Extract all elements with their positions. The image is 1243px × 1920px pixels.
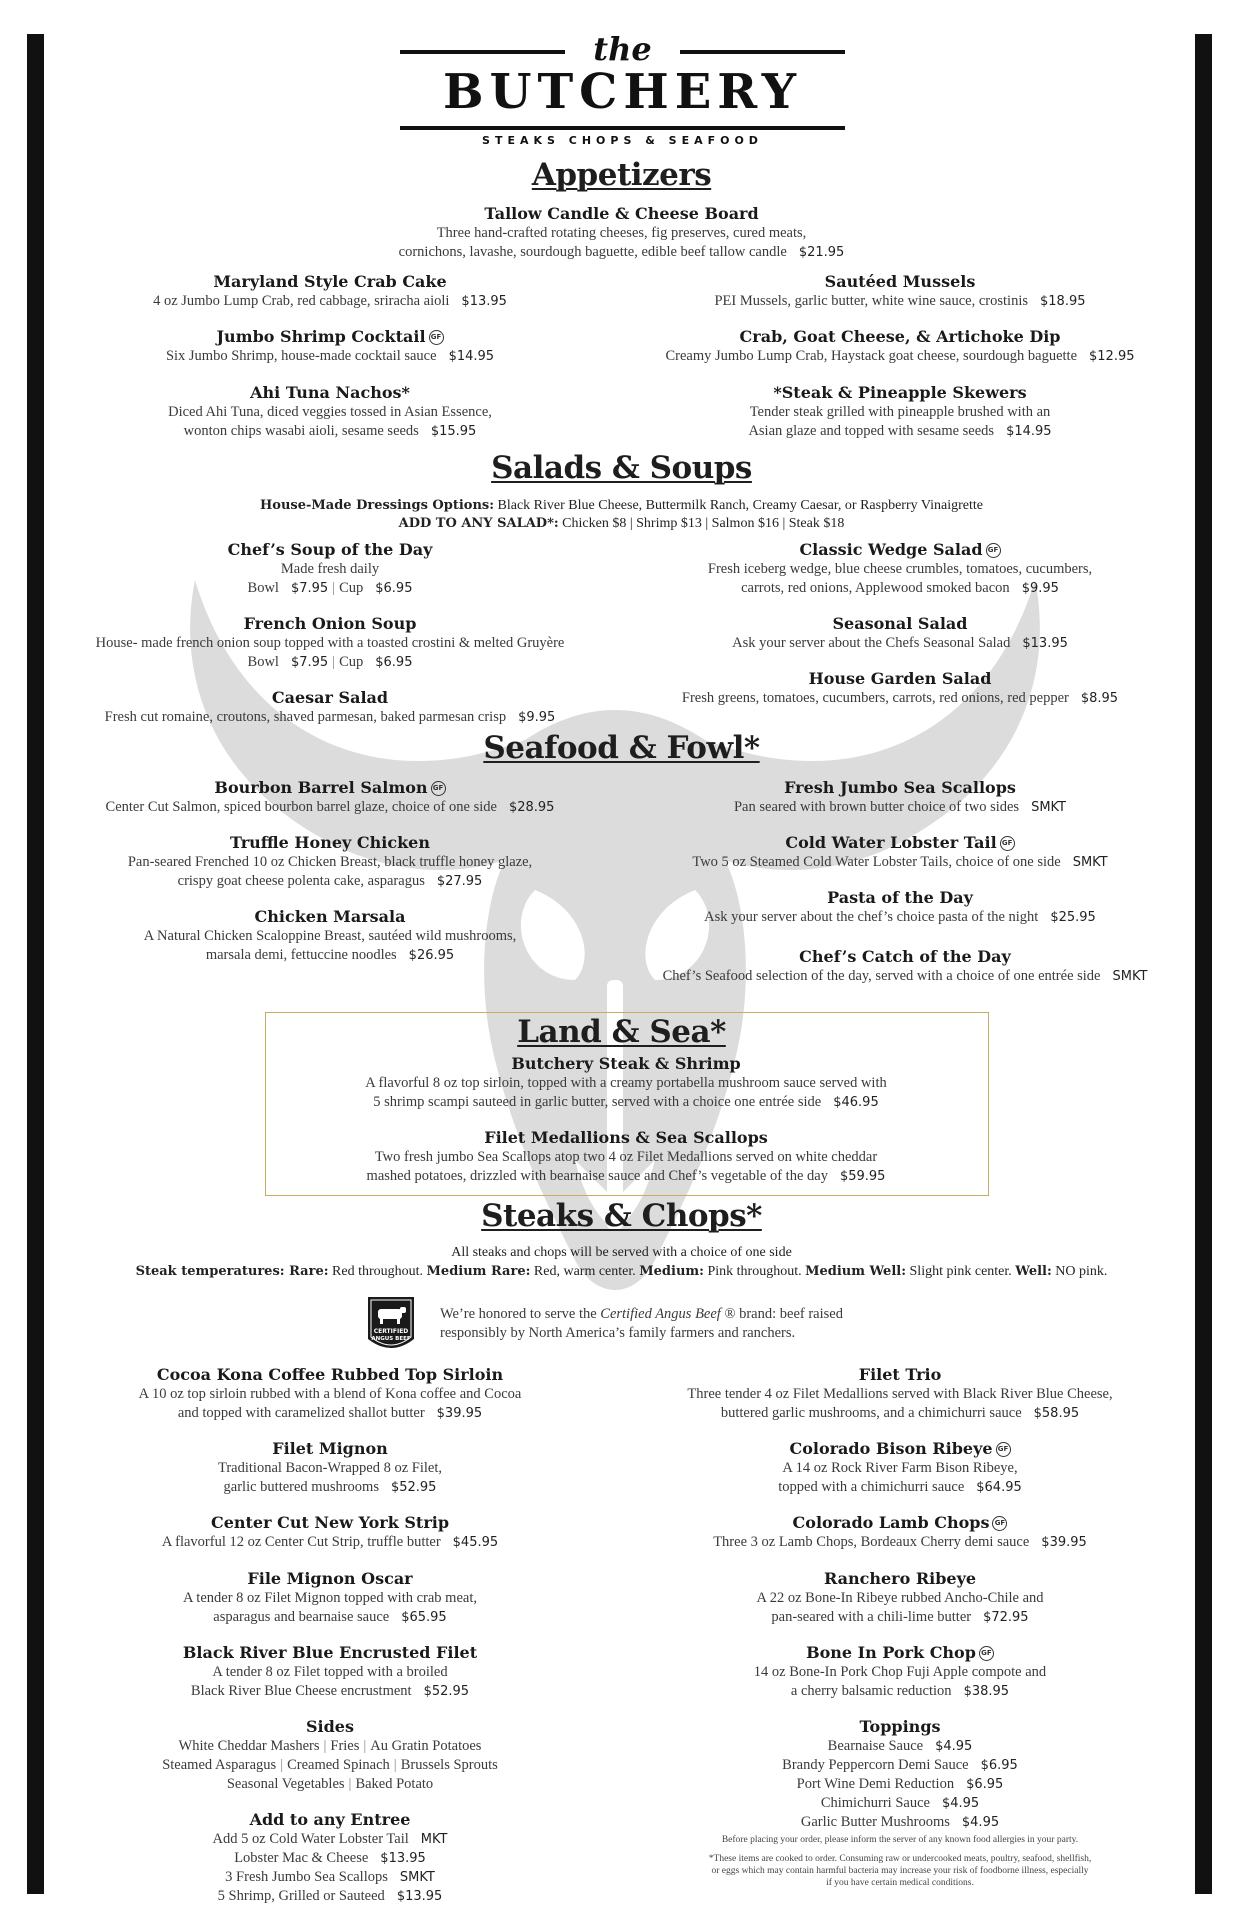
left-frame-bar: [27, 34, 44, 1894]
item-price: SMKT: [1112, 969, 1148, 984]
item-desc: Made fresh daily: [280, 561, 380, 577]
item-title: Sautéed Mussels: [824, 272, 976, 291]
menu-item-ranchero-ribeye: [630, 1569, 1170, 1627]
menu-item-lamb-chops: [630, 1513, 1170, 1552]
item-desc: Six Jumbo Shrimp, house-made cocktail sauce $14.95: [165, 348, 495, 364]
item-price: $27.95: [436, 874, 483, 889]
addon-item: Lobster Mac & Cheese $13.95: [234, 1850, 426, 1866]
item-desc-line2: topped with a chimichurri sauce $64.95: [778, 1479, 1022, 1495]
item-desc-line2: mashed potatoes, drizzled with bearnaise sauce and Chef’s vegetable of the day $59.95: [366, 1168, 886, 1184]
item-price: $9.95: [1021, 581, 1059, 596]
item-desc: A flavorful 8 oz top sirloin, topped with a creamy portabella mushroom sauce served with: [365, 1075, 887, 1091]
logo-name: BUTCHERY: [443, 64, 802, 120]
butchery-logo: [390, 30, 855, 150]
item-title: Seasonal Salad: [832, 614, 968, 633]
item-desc-line2: garlic buttered mushrooms $52.95: [223, 1479, 437, 1495]
item-desc: Pan-seared Frenched 10 oz Chicken Breast, black truffle honey glaze,: [127, 854, 533, 870]
item-price: $65.95: [401, 1610, 447, 1625]
item-title: Chicken Marsala: [254, 907, 406, 926]
topping-item: Chimichurri Sauce $4.95: [820, 1795, 980, 1811]
menu-item-french-onion: [40, 614, 620, 672]
item-price: $21.95: [798, 245, 845, 260]
item-desc: Three 3 oz Lamb Chops, Bordeaux Cherry demi sauce $39.95: [713, 1534, 1087, 1550]
topping-item: Brandy Peppercorn Demi Sauce $6.95: [782, 1757, 1018, 1773]
menu-item-soup-of-day: [60, 540, 600, 598]
item-title: Chef’s Catch of the Day: [799, 947, 1011, 966]
item-title: Pasta of the Day: [827, 888, 973, 907]
item-title: Colorado Bison Ribeye GF: [630, 1439, 1170, 1459]
menu-item-mussels: [630, 272, 1170, 311]
menu-item-tallow-board: [0, 204, 1243, 262]
addons-title: Add to any Entree: [249, 1810, 411, 1829]
section-landsea-heading: Land & Sea*: [517, 1014, 726, 1050]
menu-item-truffle-chicken: [60, 833, 600, 891]
item-desc-line2: a cherry balsamic reduction $38.95: [790, 1683, 1010, 1699]
menu-item-ny-strip: [60, 1513, 600, 1552]
cab-line-1: We’re honored to serve the Certified Angus Beef ® brand: beef raised: [440, 1306, 843, 1322]
item-desc: A tender 8 oz Filet Mignon topped with crab meat,: [183, 1590, 477, 1606]
item-desc-line2: marsala demi, fettuccine noodles $26.95: [205, 947, 455, 963]
menu-item-shrimp-cocktail: [60, 327, 600, 366]
item-price: $14.95: [448, 349, 495, 364]
section-salads-heading: Salads & Soups: [491, 450, 752, 486]
logo-rule-bottom: [400, 126, 845, 130]
item-desc: Fresh iceberg wedge, blue cheese crumbles, tomatoes, cucumbers,: [707, 561, 1093, 577]
item-price: $26.95: [408, 948, 455, 963]
item-price: $52.95: [390, 1480, 437, 1495]
logo-the: the: [593, 30, 652, 68]
add-to-salad-note: ADD TO ANY SALAD*: Chicken $8 | Shrimp $13 | Salmon $16 | Steak $18: [398, 516, 845, 531]
sides-title: Sides: [305, 1717, 354, 1736]
item-price: $14.95: [1006, 424, 1052, 439]
item-desc: A tender 8 oz Filet topped with a broiled: [212, 1664, 448, 1680]
item-desc: Pan seared with brown butter choice of two sides SMKT: [733, 799, 1067, 815]
item-price: SMKT: [1072, 855, 1108, 870]
menu-item-bison-ribeye: [630, 1439, 1170, 1497]
item-title: Caesar Salad: [271, 688, 389, 707]
item-title: House Garden Salad: [808, 669, 992, 688]
section-steaks-heading: Steaks & Chops*: [481, 1198, 762, 1234]
item-desc: Traditional Bacon-Wrapped 8 oz Filet,: [218, 1460, 442, 1476]
topping-item: Garlic Butter Mushrooms $4.95: [800, 1814, 1000, 1830]
item-price: $46.95: [833, 1095, 879, 1110]
menu-item-wedge-salad: [630, 540, 1170, 598]
steaks-side-note: All steaks and chops will be served with a choice of one side: [451, 1245, 792, 1260]
item-price: $39.95: [436, 1406, 483, 1421]
item-desc: PEI Mussels, garlic butter, white wine sauce, crostinis $18.95: [714, 293, 1086, 309]
item-desc: Fresh greens, tomatoes, cucumbers, carrots, red onions, red pepper $8.95: [681, 690, 1119, 706]
item-price: $9.95: [518, 710, 556, 725]
menu-item-lobster-tail: [630, 833, 1170, 872]
item-price: $58.95: [1033, 1406, 1080, 1421]
menu-item-filet-mignon: [60, 1439, 600, 1497]
item-price: $8.95: [1080, 691, 1119, 706]
gluten-free-icon: GF: [979, 1646, 994, 1661]
cab-logo-bottom: ANGUS BEEF: [371, 1336, 411, 1342]
menu-item-pasta: [630, 888, 1170, 927]
item-desc: A Natural Chicken Scaloppine Breast, sautéed wild mushrooms,: [143, 928, 517, 944]
item-price: $25.95: [1050, 910, 1096, 925]
item-desc: Three tender 4 oz Filet Medallions served with Black River Blue Cheese,: [687, 1386, 1113, 1402]
entree-addons-list: [60, 1810, 600, 1906]
menu-item-blue-encrusted-filet: [60, 1643, 600, 1701]
sides-list: [60, 1717, 600, 1794]
gluten-free-icon: GF: [1000, 836, 1015, 851]
menu-item-caesar-salad: [60, 688, 600, 727]
item-title: Ranchero Ribeye: [823, 1569, 977, 1588]
item-title: *Steak & Pineapple Skewers: [773, 383, 1027, 402]
item-price: $39.95: [1041, 1535, 1087, 1550]
item-title: Classic Wedge Salad GF: [630, 540, 1170, 560]
item-price: $28.95: [508, 800, 555, 815]
raw-food-warning: *These items are cooked to order. Consuming raw or undercooked meats, poultry, seafood, shellfish, or eggs which may contain harmful bacteria may increase your risk of foodborne illness, especially if you have certain medical conditions.: [708, 1854, 1092, 1888]
item-desc: Three hand-crafted rotating cheeses, fig preserves, cured meats,: [436, 225, 807, 241]
gluten-free-icon: GF: [986, 543, 1001, 558]
menu-item-crab-cake: [60, 272, 600, 311]
item-title: Tallow Candle & Cheese Board: [484, 204, 759, 223]
gluten-free-icon: GF: [996, 1442, 1011, 1457]
item-price: $15.95: [430, 424, 477, 439]
menu-item-bourbon-salmon: [60, 778, 600, 817]
item-desc-line2: cornichons, lavashe, sourdough baguette, edible beef tallow candle $21.95: [398, 244, 845, 260]
allergy-notice: Before placing your order, please inform the server of any known food allergies in your party.: [721, 1835, 1079, 1845]
menu-item-garden-salad: [630, 669, 1170, 708]
item-desc: 4 oz Jumbo Lump Crab, red cabbage, sriracha aioli $13.95: [153, 293, 507, 309]
item-title: File Mignon Oscar: [247, 1569, 413, 1588]
cab-line-2: responsibly by North America’s family farmers and ranchers.: [440, 1325, 796, 1341]
menu-item-filet-scallops: [265, 1128, 987, 1186]
item-sizes: Bowl $7.95 | Cup $6.95: [247, 654, 413, 670]
item-title: Filet Medallions & Sea Scallops: [484, 1128, 768, 1147]
item-title: Bourbon Barrel Salmon GF: [60, 778, 600, 798]
cab-logo-top: CERTIFIED: [373, 1328, 409, 1335]
item-desc: Two fresh jumbo Sea Scallops atop two 4 oz Filet Medallions served on white cheddar: [374, 1149, 878, 1165]
menu-item-crab-dip: [630, 327, 1170, 366]
item-title: Ahi Tuna Nachos*: [250, 383, 410, 402]
toppings-list: [630, 1717, 1170, 1832]
item-title: Colorado Lamb Chops GF: [630, 1513, 1170, 1533]
item-price: $12.95: [1089, 349, 1135, 364]
item-desc: Chef’s Seafood selection of the day, served with a choice of one entrée side SMKT: [662, 968, 1148, 984]
item-price: $13.95: [461, 294, 507, 309]
sides-line: Seasonal Vegetables | Baked Potato: [226, 1776, 434, 1792]
item-title: Fresh Jumbo Sea Scallops: [784, 778, 1016, 797]
item-desc-line2: asparagus and bearnaise sauce $65.95: [213, 1609, 447, 1625]
item-desc: Fresh cut romaine, croutons, shaved parmesan, baked parmesan crisp $9.95: [104, 709, 556, 725]
menu-item-filet-trio: [630, 1365, 1170, 1423]
addon-item: 5 Shrimp, Grilled or Sauteed $13.95: [217, 1888, 443, 1904]
section-appetizers-heading: Appetizers: [531, 157, 712, 193]
menu-item-cocoa-sirloin: [60, 1365, 600, 1423]
menu-item-catch-of-day: [620, 947, 1190, 986]
item-desc-line2: 5 shrimp scampi sauteed in garlic butter, served with a choice one entrée side $46.95: [373, 1094, 879, 1110]
gluten-free-icon: GF: [431, 781, 446, 796]
item-title: Jumbo Shrimp Cocktail GF: [60, 327, 600, 347]
menu-item-steak-shrimp: [265, 1054, 987, 1112]
item-desc: 14 oz Bone-In Pork Chop Fuji Apple compote and: [753, 1664, 1047, 1680]
item-desc: Diced Ahi Tuna, diced veggies tossed in Asian Essence,: [168, 404, 492, 420]
item-title: Black River Blue Encrusted Filet: [182, 1643, 478, 1662]
sides-line: Steamed Asparagus | Creamed Spinach | Brussels Sprouts: [162, 1757, 498, 1773]
item-desc-line2: Black River Blue Cheese encrustment $52.95: [190, 1683, 470, 1699]
item-desc: A 14 oz Rock River Farm Bison Ribeye,: [782, 1460, 1018, 1476]
item-desc: Ask your server about the chef’s choice pasta of the night $25.95: [704, 909, 1096, 925]
menu-item-pork-chop: [630, 1643, 1170, 1701]
item-title: Filet Mignon: [272, 1439, 388, 1458]
item-desc: A 10 oz top sirloin rubbed with a blend of Kona coffee and Cocoa: [138, 1386, 522, 1402]
item-desc-line2: crispy goat cheese polenta cake, asparagus $27.95: [177, 873, 483, 889]
dressings-note: House-Made Dressings Options: Black River Blue Cheese, Buttermilk Ranch, Creamy Caesar, or Raspberry Vinaigrette: [259, 498, 984, 513]
item-desc: A 22 oz Bone-In Ribeye rubbed Ancho-Chile and: [756, 1590, 1044, 1606]
sides-line: White Cheddar Mashers | Fries | Au Gratin Potatoes: [178, 1738, 482, 1754]
item-desc-line2: and topped with caramelized shallot butter $39.95: [177, 1405, 483, 1421]
item-title: Filet Trio: [858, 1365, 942, 1384]
item-title: Cold Water Lobster Tail GF: [630, 833, 1170, 853]
item-desc-line2: carrots, red onions, Applewood smoked bacon $9.95: [741, 580, 1059, 596]
item-desc: Two 5 oz Steamed Cold Water Lobster Tails, choice of one side SMKT: [692, 854, 1108, 870]
item-price: $72.95: [983, 1610, 1029, 1625]
item-desc: House- made french onion soup topped with a toasted crostini & melted Gruyère: [95, 635, 565, 651]
addon-item: Add 5 oz Cold Water Lobster Tail MKT: [212, 1831, 448, 1847]
item-desc-line2: buttered garlic mushrooms, and a chimichurri sauce $58.95: [720, 1405, 1080, 1421]
item-desc: Ask your server about the Chefs Seasonal Salad $13.95: [732, 635, 1068, 651]
menu-item-seasonal-salad: [630, 614, 1170, 653]
steak-temperatures: Steak temperatures: Rare: Red throughout. Medium Rare: Red, warm center. Medium: Pink throughout. Medium Well: Slight pink center. Well: NO pink.: [135, 1264, 1108, 1279]
section-seafood-heading: Seafood & Fowl*: [483, 730, 760, 766]
cab-statement: [440, 1305, 1040, 1343]
item-desc: Creamy Jumbo Lump Crab, Haystack goat cheese, sourdough baguette $12.95: [665, 348, 1135, 364]
item-title: Bone In Pork Chop GF: [630, 1643, 1170, 1663]
item-desc: Center Cut Salmon, spiced bourbon barrel glaze, choice of one side $28.95: [105, 799, 555, 815]
item-price: $59.95: [839, 1169, 886, 1184]
menu-item-ahi-nachos: [60, 383, 600, 441]
item-title: Maryland Style Crab Cake: [213, 272, 447, 291]
addon-item: 3 Fresh Jumbo Sea Scallops SMKT: [225, 1869, 435, 1885]
item-desc: A flavorful 12 oz Center Cut Strip, truffle butter $45.95: [161, 1534, 499, 1550]
item-price: $38.95: [963, 1684, 1010, 1699]
item-title: Truffle Honey Chicken: [230, 833, 430, 852]
item-desc-line2: Asian glaze and topped with sesame seeds $14.95: [748, 423, 1052, 439]
topping-item: Port Wine Demi Reduction $6.95: [796, 1776, 1004, 1792]
item-title: Center Cut New York Strip: [210, 1513, 450, 1532]
item-sizes: Bowl $7.95 | Cup $6.95: [247, 580, 413, 596]
item-title: Chef’s Soup of the Day: [227, 540, 433, 559]
logo-rule-right: [680, 50, 845, 54]
item-price: $52.95: [423, 1684, 470, 1699]
item-desc-line2: pan-seared with a chili-lime butter $72.95: [771, 1609, 1029, 1625]
logo-tagline: STEAKS CHOPS & SEAFOOD: [482, 134, 763, 147]
item-price: $18.95: [1040, 294, 1086, 309]
gluten-free-icon: GF: [429, 330, 444, 345]
item-desc: Tender steak grilled with pineapple brushed with an: [749, 404, 1051, 420]
certified-angus-beef-logo: [362, 1295, 420, 1357]
item-price: $13.95: [1022, 636, 1068, 651]
menu-item-mignon-oscar: [60, 1569, 600, 1627]
item-title: Butchery Steak & Shrimp: [511, 1054, 741, 1073]
right-frame-bar: [1195, 34, 1212, 1894]
topping-item: Bearnaise Sauce $4.95: [827, 1738, 973, 1754]
menu-item-sea-scallops: [630, 778, 1170, 817]
item-price: $64.95: [976, 1480, 1022, 1495]
item-desc-line2: wonton chips wasabi aioli, sesame seeds $15.95: [183, 423, 477, 439]
item-title: French Onion Soup: [243, 614, 417, 633]
menu-item-chicken-marsala: [60, 907, 600, 965]
toppings-title: Toppings: [859, 1717, 941, 1736]
gluten-free-icon: GF: [992, 1516, 1007, 1531]
item-title: Crab, Goat Cheese, & Artichoke Dip: [739, 327, 1061, 346]
menu-item-steak-skewers: [630, 383, 1170, 441]
item-title: Cocoa Kona Coffee Rubbed Top Sirloin: [156, 1365, 504, 1384]
item-price: SMKT: [1031, 800, 1067, 815]
item-price: $45.95: [452, 1535, 499, 1550]
